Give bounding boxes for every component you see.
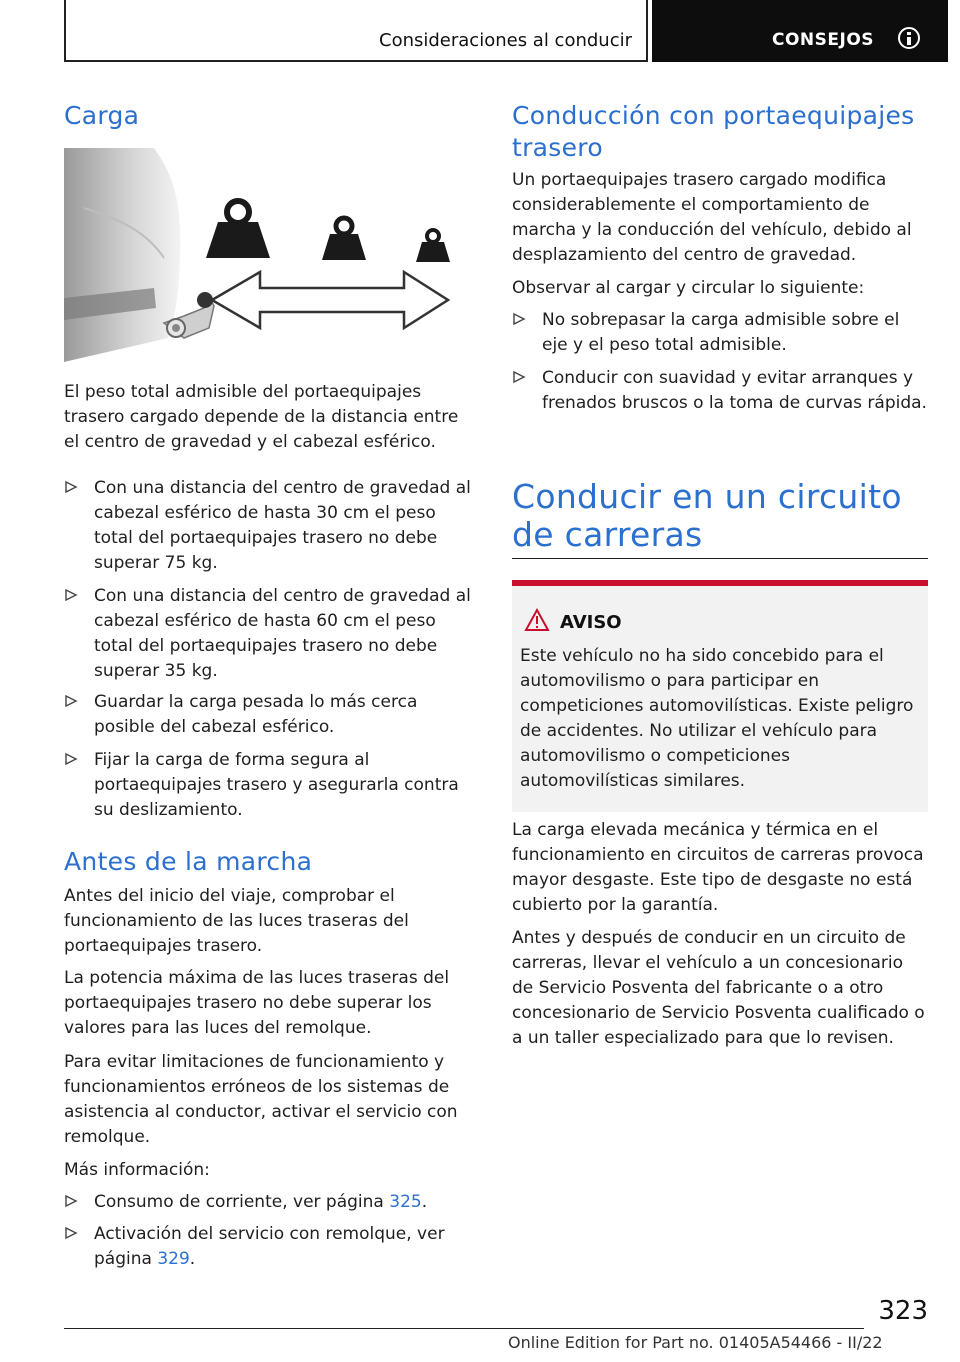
warning-box — [512, 580, 928, 812]
header-section-title: Consideraciones al conducir — [379, 30, 632, 51]
warning-text: Este vehículo no ha sido concebido para el automovilismo o para participar en competiciones automovilísticas. Existe peligro de accidentes. No utilizar el vehículo para automovilismo o competiciones automovilísticas similares. — [520, 646, 914, 791]
list-item: Conducir con suavidad y evitar arranques y frenados bruscos o la toma de curvas rápida. — [512, 366, 928, 416]
list-item: Fijar la carga de forma segura al portaequipajes trasero y asegurarla contra su deslizamiento. — [64, 748, 476, 823]
footer-divider — [64, 1328, 864, 1329]
antes-paragraph-3: Para evitar limitaciones de funcionamiento y funcionamientos erróneos de los sistemas de asistencia al conductor, activar el servicio con remolque. — [64, 1052, 458, 1147]
header-section-box — [64, 0, 648, 62]
list-item: Guardar la carga pesada lo más cerca posible del cabezal esférico. — [64, 690, 476, 740]
triangle-bullet-icon — [64, 752, 78, 766]
page-number: 323 — [878, 1296, 928, 1326]
section-divider — [512, 558, 928, 559]
heading-conduccion-portaequipajes: Conducción con portaequipajes trasero — [512, 101, 915, 162]
page-link-329[interactable]: 329 — [157, 1249, 190, 1269]
header-chapter-title: CONSEJOS — [772, 30, 875, 50]
circuito-paragraph-1: La carga elevada mecánica y térmica en el funcionamiento en circuitos de carreras provoca mayor desgaste. Este tipo de desgaste no está cubierto por la garantía. — [512, 820, 924, 915]
warning-title: AVISO — [560, 612, 622, 633]
list-item: Activación del servicio con remolque, ver página 329. — [64, 1222, 476, 1272]
circuito-paragraph-2: Antes y después de conducir en un circuito de carreras, llevar el vehículo a un concesionario de Servicio Posventa del fabricante o a otro concesionario de Servicio Posventa cualificado o a un taller especializado para que lo revisen. — [512, 928, 925, 1048]
info-circle-icon — [898, 27, 920, 49]
triangle-bullet-icon — [64, 588, 78, 602]
antes-paragraph-1: Antes del inicio del viaje, comprobar el funcionamiento de las luces traseras del portaequipajes trasero. — [64, 886, 409, 956]
trailer-hitch-load-distance-illustration — [64, 148, 468, 364]
triangle-bullet-icon — [512, 312, 526, 326]
triangle-bullet-icon — [64, 1226, 78, 1240]
page-link-325[interactable]: 325 — [389, 1192, 422, 1212]
list-item: Consumo de corriente, ver página 325. — [64, 1190, 476, 1215]
mas-informacion-label: Más información: — [64, 1160, 210, 1180]
header-chapter-box — [652, 0, 948, 62]
observe-paragraph: Observar al cargar y circular lo siguiente: — [512, 278, 865, 298]
heading-circuito-carreras: Conducir en un circuito de carreras — [512, 477, 902, 554]
list-item: Con una distancia del centro de gravedad al cabezal esférico de hasta 30 cm el peso total del portaequipajes trasero no debe superar 75 kg. — [64, 476, 476, 576]
triangle-bullet-icon — [64, 480, 78, 494]
triangle-bullet-icon — [64, 694, 78, 708]
list-item: No sobrepasar la carga admisible sobre el eje y el peso total admisible. — [512, 308, 928, 358]
triangle-bullet-icon — [512, 370, 526, 384]
footer-edition: Online Edition for Part no. 01405A54466 - II/22 — [508, 1333, 883, 1352]
heading-antes-de-la-marcha: Antes de la marcha — [64, 847, 313, 876]
carga-intro-paragraph: El peso total admisible del portaequipajes trasero cargado depende de la distancia entre el centro de gravedad y el cabezal esférico. — [64, 382, 459, 452]
antes-paragraph-2: La potencia máxima de las luces traseras del portaequipajes trasero no debe superar los valores para las luces del remolque. — [64, 968, 450, 1038]
warning-triangle-icon — [524, 608, 550, 632]
heading-carga: Carga — [64, 101, 140, 130]
conduccion-intro-paragraph: Un portaequipajes trasero cargado modifica considerablemente el comportamiento de marcha y la conducción del vehículo, debido al desplazamiento del centro de gravedad. — [512, 170, 912, 265]
triangle-bullet-icon — [64, 1194, 78, 1208]
list-item: Con una distancia del centro de gravedad al cabezal esférico de hasta 60 cm el peso total del portaequipajes trasero no debe superar 35 kg. — [64, 584, 476, 684]
